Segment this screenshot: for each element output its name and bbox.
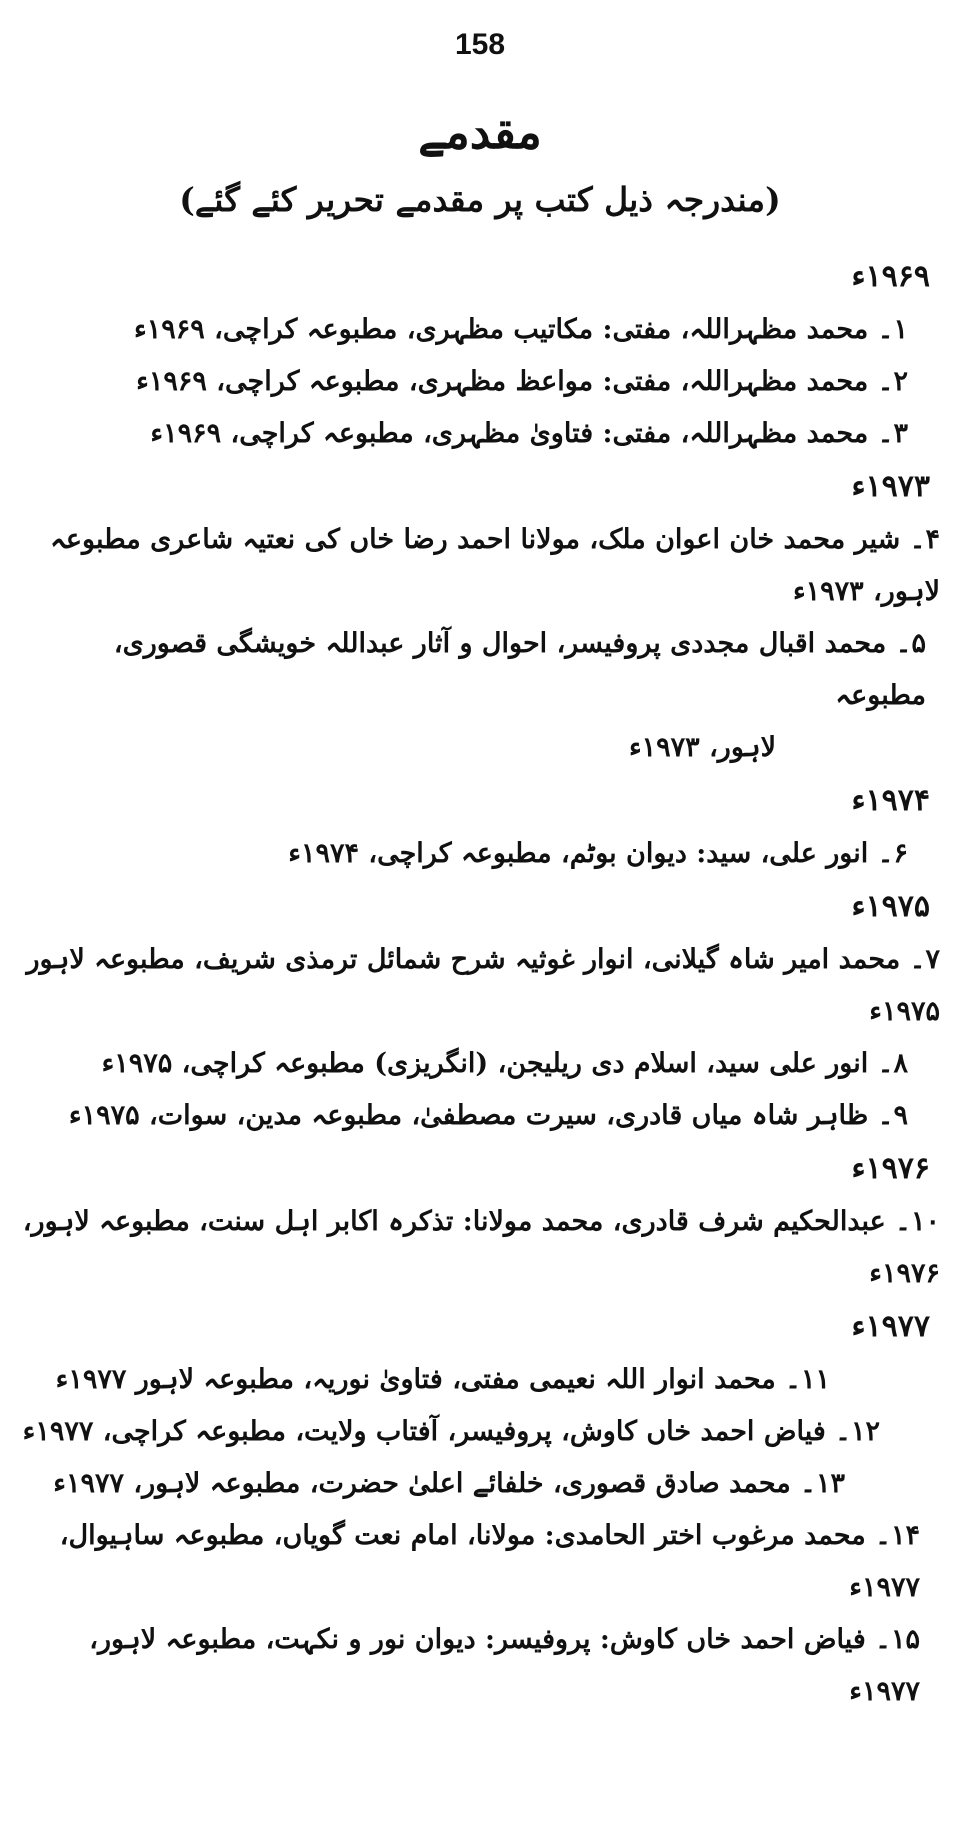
year-heading: ۱۹۷۶ء — [851, 1151, 930, 1186]
list-item-continuation: لاہور، ۱۹۷۳ء — [628, 732, 776, 763]
list-item: ۱۔ محمد مظہراللہ، مفتی: مکاتیب مظہری، مطبوعہ کراچی، ۱۹۶۹ء — [134, 314, 908, 345]
list-item: ۱۵۔ فیاض احمد خاں کاوش: پروفیسر: دیوان نور و نکہت، مطبوعہ لاہور، ۱۹۷۷ء — [89, 1624, 920, 1707]
list-item-text: ۵۔ محمد اقبال مجددی پروفیسر، احوال و آثار عبداللہ خویشگی قصوری، مطبوعہ — [113, 628, 926, 711]
list-item: ۳۔ محمد مظہراللہ، مفتی: فتاویٰ مظہری، مطبوعہ کراچی، ۱۹۶۹ء — [150, 418, 908, 449]
page-subtitle: (مندرجہ ذیل کتب پر مقدمے تحریر کئے گئے) — [179, 180, 781, 219]
list-item: ۸۔ انور علی سید، اسلام دی ریلیجن، (انگریزی) مطبوعہ کراچی، ۱۹۷۵ء — [101, 1048, 908, 1079]
year-heading: ۱۹۶۹ء — [851, 259, 930, 294]
list-item — [20, 618, 940, 774]
list-item: ۲۔ محمد مظہراللہ، مفتی: مواعظ مظہری، مطبوعہ کراچی، ۱۹۶۹ء — [136, 366, 908, 397]
list-item: ۱۲۔ فیاض احمد خاں کاوش، پروفیسر، آفتاب ولایت، مطبوعہ کراچی، ۱۹۷۷ء — [22, 1416, 880, 1447]
year-heading: ۱۹۷۴ء — [851, 783, 930, 818]
page-number: 158 — [454, 28, 506, 61]
list-item: ۹۔ ظاہر شاہ میاں قادری، سیرت مصطفیٰ، مطبوعہ مدین، سوات، ۱۹۷۵ء — [68, 1100, 908, 1131]
year-heading: ۱۹۷۷ء — [851, 1309, 930, 1344]
list-item: ۱۱۔ محمد انوار اللہ نعیمی مفتی، فتاویٰ نوریہ، مطبوعہ لاہور ۱۹۷۷ء — [55, 1364, 830, 1395]
year-heading: ۱۹۷۵ء — [851, 889, 930, 924]
page-title: مقدمے — [418, 105, 542, 159]
book-list — [20, 250, 940, 1718]
list-item: ۴۔ شیر محمد خان اعوان ملک، مولانا احمد رضا خاں کی نعتیہ شاعری مطبوعہ لاہور، ۱۹۷۳ء — [50, 524, 940, 607]
list-item: ۶۔ انور علی، سید: دیوان بوٹم، مطبوعہ کراچی، ۱۹۷۴ء — [288, 838, 908, 869]
list-item: ۱۳۔ محمد صادق قصوری، خلفائے اعلیٰ حضرت، مطبوعہ لاہور، ۱۹۷۷ء — [53, 1468, 845, 1499]
year-heading: ۱۹۷۳ء — [851, 469, 930, 504]
list-item: ۱۰۔ عبدالحکیم شرف قادری، محمد مولانا: تذکرہ اکابر اہل سنت، مطبوعہ لاہور، ۱۹۷۶ء — [22, 1206, 940, 1289]
list-item: ۱۴۔ محمد مرغوب اختر الحامدی: مولانا، امام نعت گویاں، مطبوعہ ساہیوال، ۱۹۷۷ء — [59, 1520, 920, 1603]
list-item: ۷۔ محمد امیر شاہ گیلانی، انوار غوثیہ شرح شمائل ترمذی شریف، مطبوعہ لاہور ۱۹۷۵ء — [26, 944, 940, 1027]
